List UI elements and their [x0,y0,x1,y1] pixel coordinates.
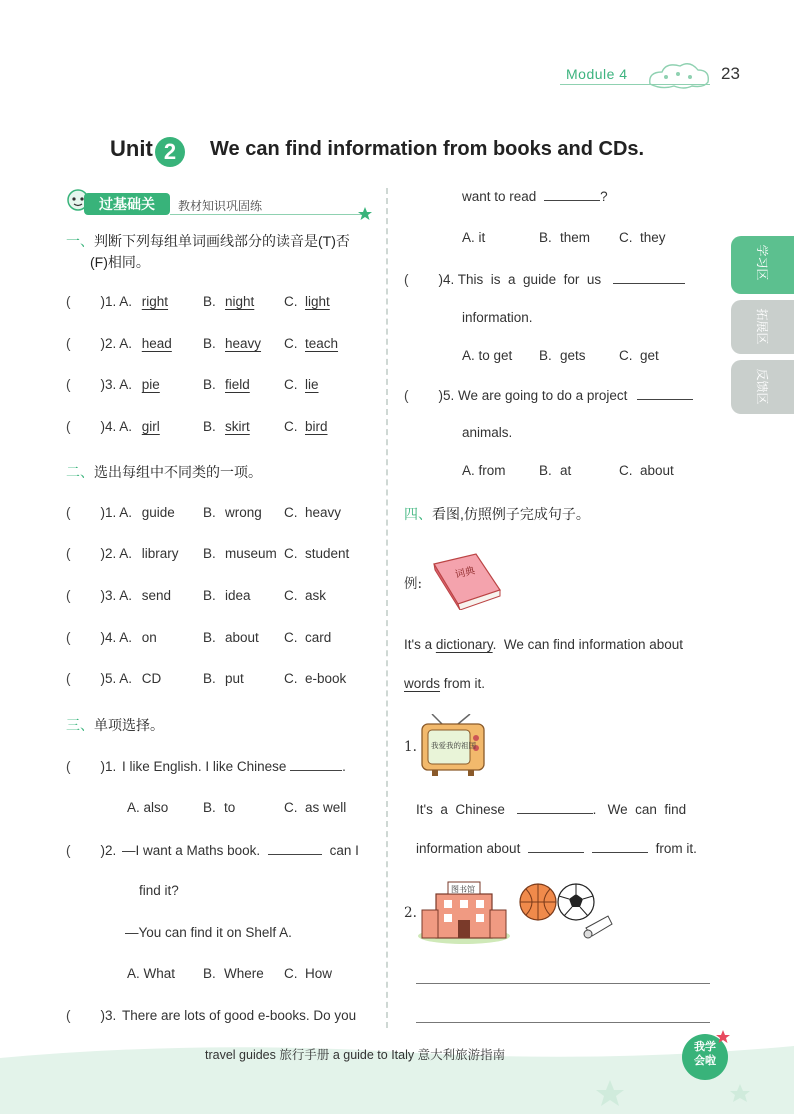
section2-heading: 二、选出每组中不同类的一项。 [66,464,262,480]
s1-q2: ( )2. A. head B. heavy C. teach [66,336,339,351]
s3-q5-line2: animals. [462,425,513,440]
s1-q1: ( )1. A. right B. night C. light [66,294,330,309]
s2-q1: ( )1. A. guide B. wrong C. heavy [66,505,342,520]
s3-q4: ( )4. This is a guide for us [404,271,685,287]
s1-q1-c: light [305,294,330,309]
module-label: Module 4 [566,66,628,82]
section1-heading [66,231,350,251]
s3-q2-line2: find it? [139,883,179,898]
s3-q2-options: A. What B. Where C. How [127,966,333,981]
s3-q1-blank[interactable] [290,758,342,771]
q1-line2: information about from it. [416,841,697,856]
section4-heading: 四、看图,仿照例子完成句子。 [404,506,590,522]
example-line2: words from it. [404,676,486,691]
s1-q3-c: lie [305,377,319,392]
s1-q4: ( )4. A. girl B. skirt C. bird [66,419,328,434]
s1-q3-a: pie [141,377,160,392]
s1-q4-a: girl [141,419,160,434]
example-label: 例: [404,576,423,592]
s1-q2-a: head [141,336,172,351]
section1-title-line2: (F)相同。 [90,254,150,270]
unit-label: Unit [110,136,153,161]
s2-q4: ( )4. A. on B. about C. card [66,630,332,645]
column-divider [386,188,388,1028]
q1-blank3[interactable] [592,840,648,853]
s2-q5: ( )5. A. CD B. put C. e-book [66,671,347,686]
footer-vocabulary: travel guides 旅行手册 a guide to Italy 意大利旅游指南 [205,1048,506,1062]
s2-q2: ( )2. A. library B. museum C. student [66,546,350,561]
cloud-decoration-icon [644,60,714,92]
s1-q3-b: field [225,377,250,392]
s1-q2-c: teach [305,336,339,351]
s3-q3-line2: want to read ? [462,189,608,204]
s2-q3: ( )3. A. send B. idea C. ask [66,588,327,603]
q1-blank1[interactable] [517,801,593,814]
s3-q5-options: A. from B. at C. about [462,463,674,478]
s3-q3-options: A. it B. them C. they [462,230,666,245]
section4-title: 看图,仿照例子完成句子。 [432,506,590,522]
star-icon [358,207,372,221]
tab-feedback-area-label: 反馈区 [755,368,769,405]
section2-title: 选出每组中不同类的一项。 [94,464,262,480]
s1-q1-a: right [141,294,169,309]
section-banner: 过基础关 [84,193,170,215]
dictionary-book-text: 词典 [454,565,477,581]
learned-badge-line2: 会啦 [694,1055,716,1067]
tab-study-area-label: 学习区 [755,244,769,281]
q2-label: 2. [404,905,417,921]
s3-q4-blank[interactable] [613,271,685,284]
q1-line1: It's a Chinese . We can find [416,802,687,817]
tab-expansion-area-label: 拓展区 [755,308,769,345]
learned-badge-line1: 我学 [694,1041,716,1053]
s1-q4-b: skirt [225,419,250,434]
answer-line-2[interactable] [416,1022,710,1023]
s1-q4-c: bird [305,419,328,434]
tab-study-area[interactable] [731,236,794,294]
tv-icon [418,714,488,778]
s3-q5: ( )5. We are going to do a project [404,387,693,403]
s3-q3: ( )3. There are lots of good e-books. Do you [66,1008,357,1023]
s3-q2-blank[interactable] [268,842,322,855]
q1-label: 1. [404,739,417,755]
banner-subtitle: 教材知识巩固练 [178,199,263,213]
section1-title-line1: 判断下列每组单词画线部分的读音是(T)否 [94,233,350,249]
s3-q1: ( )1. I like English. I like Chinese . [66,759,346,774]
section3-title: 单项选择。 [94,717,164,733]
s3-q2-line3: —You can find it on Shelf A. [125,925,292,940]
library-building-icon [416,880,512,946]
example-line1: It's a dictionary. We can find information about [404,637,683,652]
balls-icon [518,880,618,946]
dictionary-book-icon [430,552,502,610]
s3-q4-line2: information. [462,310,533,325]
s3-q4-options: A. to get B. gets C. get [462,348,659,363]
s1-q2-b: heavy [225,336,262,351]
page-number: 23 [721,64,740,83]
s1-q1-b: night [225,294,255,309]
answer-line-1[interactable] [416,983,710,984]
tab-expansion-area[interactable] [731,300,794,354]
section1-number: 一、 [66,233,94,249]
section3-heading: 三、单项选择。 [66,717,164,733]
tv-screen-text: 我爱我的祖国 [431,741,476,750]
s3-q5-blank[interactable] [637,387,693,400]
library-sign-text: 图书馆 [451,885,475,894]
banner-underline [170,214,366,215]
s1-q3: ( )3. A. pie B. field C. lie [66,377,319,392]
unit-title: We can find information from books and CDs. [210,138,645,160]
s3-q2: ( )2. —I want a Maths book. can I [66,843,359,858]
tab-feedback-area[interactable] [731,360,794,414]
red-star-icon [716,1030,730,1044]
s3-q1-options: A. also B. to C. as well [127,800,347,815]
q1-blank2[interactable] [528,840,584,853]
s3-q3-blank[interactable] [544,188,600,201]
unit-number-badge: 2 [155,137,185,167]
